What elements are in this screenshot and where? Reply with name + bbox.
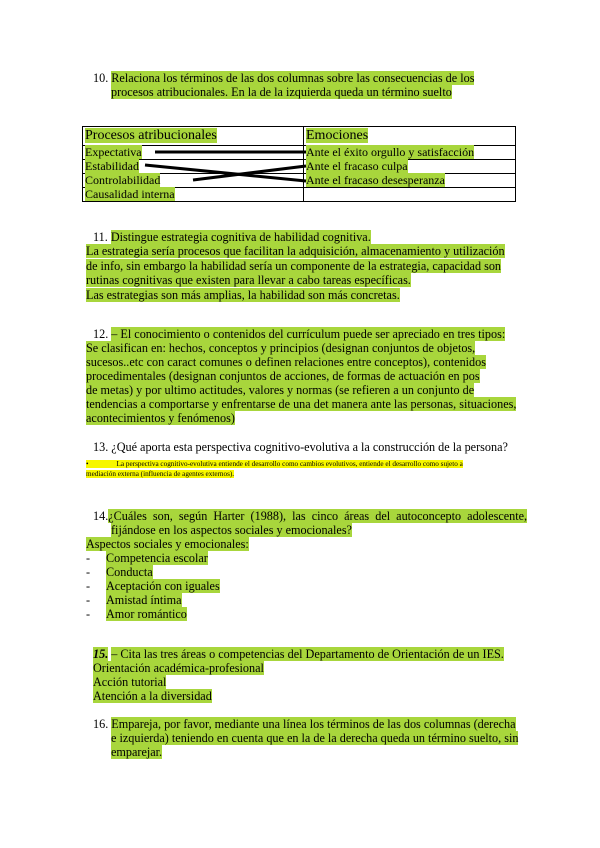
q12-title bbox=[93, 327, 505, 341]
q12-answer-1: Se clasifican en: hechos, conceptos y principios (designan conjuntos de objetos, bbox=[86, 341, 476, 355]
q13-title bbox=[93, 440, 508, 454]
list-item: - Aceptación con iguales bbox=[86, 579, 220, 593]
q16-line1 bbox=[93, 717, 516, 731]
table-cell-left: Estabilidad bbox=[83, 160, 304, 174]
list-item: - Amistad íntima bbox=[86, 593, 182, 607]
table-cell-left: Expectativa bbox=[83, 146, 304, 160]
q10-number: 10. bbox=[93, 71, 109, 85]
q11-answer-3: rutinas cognitivas que existen para llevar a cabo tareas específicas. bbox=[86, 273, 411, 287]
match-line-estabilidad bbox=[145, 165, 306, 181]
q14-question-1: ¿Cuáles son, según Harter (1988), las cinco áreas del autoconcepto adolescente, bbox=[108, 509, 528, 523]
list-item: Acción tutorial bbox=[93, 675, 167, 689]
table-header-right: Emociones bbox=[304, 127, 516, 146]
q10-text-1: Relaciona los términos de las dos columnas sobre las consecuencias de los bbox=[111, 71, 475, 85]
list-item: Atención a la diversidad bbox=[93, 689, 212, 703]
q13-answer-2: mediación externa (influencia de agentes externos). bbox=[86, 470, 235, 478]
q14-title-2: fijándose en los aspectos sociales y emocionales? bbox=[111, 523, 352, 537]
list-item: - Competencia escolar bbox=[86, 551, 208, 565]
table-cell-right: Ante el fracaso culpa bbox=[304, 160, 516, 174]
q14-number: 14. bbox=[93, 509, 109, 523]
list-item: - Amor romántico bbox=[86, 607, 187, 621]
table-cell-right: Ante el éxito orgullo y satisfacción bbox=[304, 146, 516, 160]
q12-number: 12. bbox=[93, 327, 109, 341]
q12-answer-2: sucesos..etc con caract comunes o definen relaciones entre conceptos), contenidos bbox=[86, 355, 486, 369]
list-item: Orientación académica-profesional bbox=[93, 661, 264, 675]
list-item: - Conducta bbox=[86, 565, 153, 579]
table-cell-left: Controlabilidad bbox=[83, 174, 304, 188]
q16-text-1: Empareja, por favor, mediante una línea los términos de las dos columnas (derecha bbox=[111, 717, 516, 731]
q15-title bbox=[93, 647, 504, 661]
q12-answer-5: tendencias a comportarse y enfrentarse de una det manera ante las personas, situaciones, bbox=[86, 397, 517, 411]
q11-answer-4: Las estrategias son más amplias, la habilidad son más concretas. bbox=[86, 288, 400, 302]
q11-answer-2: de info, sin embargo la habilidad sería un componente de la estrategia, capacidad son bbox=[86, 259, 502, 273]
table-header-left: Procesos atribucionales bbox=[83, 127, 304, 146]
bullet-icon: • bbox=[86, 460, 89, 468]
q13-question: ¿Qué aporta esta perspectiva cognitivo-evolutiva a la construcción de la persona? bbox=[111, 440, 508, 454]
q16-line3: emparejar. bbox=[111, 745, 163, 759]
table-cell-right: Ante el fracaso desesperanza bbox=[304, 174, 516, 188]
q16-line2: e izquierda) teniendo en cuenta que en la de la derecha queda un término suelto, sin bbox=[111, 731, 519, 745]
q13-number: 13. bbox=[93, 440, 109, 454]
q12-answer-6: acontecimientos y fenómenos) bbox=[86, 411, 235, 425]
q15-question: – Cita las tres áreas o competencias del Departamento de Orientación de un IES. bbox=[111, 647, 504, 661]
q14-subtitle: Aspectos sociales y emocionales: bbox=[86, 537, 249, 551]
q11-question: Distingue estrategia cognitiva de habilidad cognitiva. bbox=[110, 230, 371, 244]
q13-answer-1: • La perspectiva cognitivo-evolutiva entiende el desarrollo como cambios evolutivos, entiende el desarrollo como sujeto a bbox=[86, 460, 463, 468]
q10-text-2: procesos atribucionales. En la de la izquierda queda un término suelto bbox=[111, 85, 452, 99]
q15-number: 15. bbox=[93, 647, 109, 661]
q12-question: – El conocimiento o contenidos del currículum puede ser apreciado en tres tipos: bbox=[111, 327, 506, 341]
q11-number: 11. bbox=[93, 230, 108, 244]
q14-title-1 bbox=[93, 509, 527, 523]
table-cell-left: Causalidad interna bbox=[83, 188, 304, 202]
q12-answer-4: de metas) y por ultimo actitudes, valores y normas (se refieren a un conjunto de bbox=[86, 383, 475, 397]
q12-answer-3: procedimentales (designan conjuntos de acciones, de formas de actuación en pos bbox=[86, 369, 480, 383]
q11-answer-1: La estrategia sería procesos que facilitan la adquisición, almacenamiento y utilización bbox=[86, 244, 505, 258]
q16-number: 16. bbox=[93, 717, 109, 731]
q11-title bbox=[93, 230, 371, 244]
